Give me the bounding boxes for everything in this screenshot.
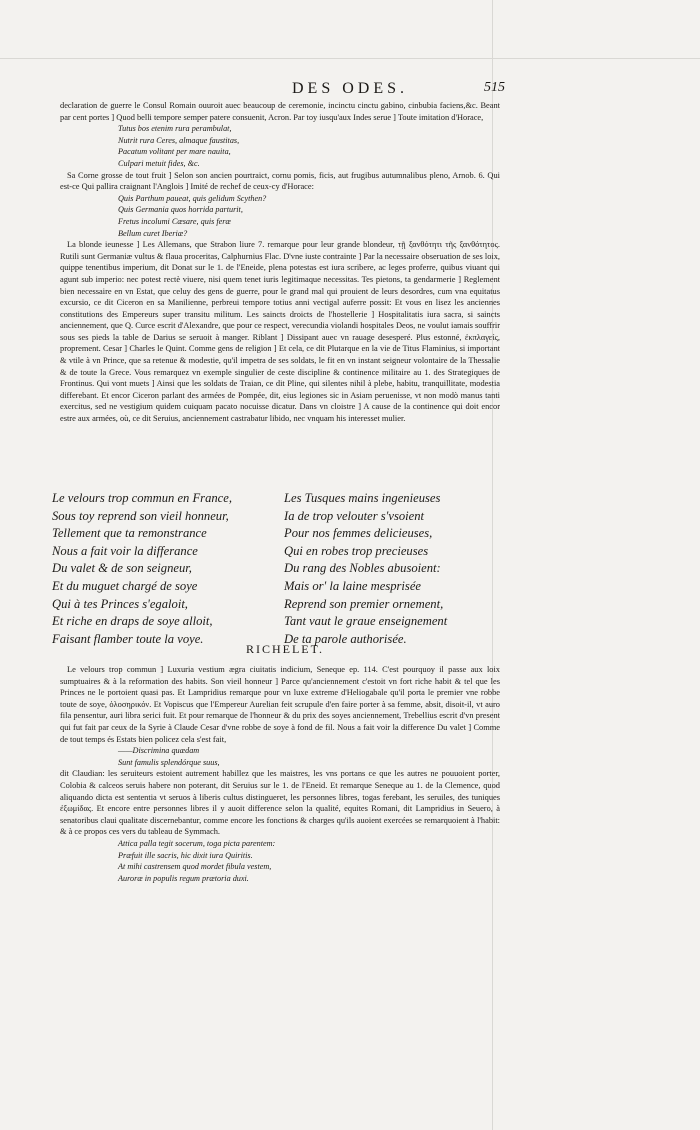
verse-line: Mais or' la laine mesprisée <box>284 578 422 593</box>
quotation-line: ——Discrimina quædam <box>118 746 200 756</box>
latin-quotation <box>118 123 500 169</box>
quotation-line: Sunt famulis splendórque suus, <box>118 757 220 767</box>
latin-quotation <box>118 193 500 239</box>
verse-line: Les Tusques mains ingenieuses <box>284 491 441 505</box>
latin-quotation <box>118 745 500 768</box>
quotation-line: Quis Parthum paueat, quis gelidum Scythen? <box>118 193 267 203</box>
quotation-line: Pacatum volitant per mare nauita, <box>118 147 231 157</box>
quotation-line: Tutus bos etenim rura perambulat, <box>118 124 232 134</box>
section-title: RICHELET. <box>245 642 325 656</box>
quotation-line: Nutrit rura Ceres, almaque faustitas, <box>118 135 240 145</box>
verse-line: Et du muguet chargé de soye <box>52 578 198 593</box>
page-header <box>0 80 700 102</box>
verse-line: Reprend son premier ornement, <box>284 596 444 611</box>
commentary-paragraph: Sa Corne grosse de tout fruit ] Selon son ancien pourtraict, cornu pomis, ficis, aut frugibus autumnalibus pleno, Arnob. 6. Qui est-ce Qui pallira craignant l'Anglois ] Imité de rechef de ceux-cy d'Horace: <box>60 170 500 192</box>
commentary-paragraph: Le velours trop commun ] Luxuria vestium ægra ciuitatis indicium, Seneque ep. 114. C'est pourquoy il passe aux loix sumptuaires & à la reformation des habits. Son vieil honneur ] Parce qu'anciennement c'estoit vn fort riche habit & tel que les Princes ne le portoient quasi pas. Et Lampridius remarque pour vn luxe extreme d'Heliogabale qu'il porta le premier vne robbe toute de soye, ὁλοσηρικόν. Et Vopiscus que l'Empereur Aurelian feit scrupule d'en faire porter à sa femme, absit, disoit-il, vt auro fila pensentur, auri libra serici fuit. Et pour remarque de l'honneur & du prix des soyes anciennement, Trebellius escrit d'vn present qui fut fait par ceux de la Syrie à Claude Cesar d'vne robbe de soye à fond de fil. Nous a fait voir la difference Du valet ] Comme de tout temps és Estats bien policez cela s'est fait, <box>60 665 500 744</box>
quotation-line: Attica palla tegit socerum, toga picta parentem: <box>118 838 276 848</box>
quotation-line: At mihi castrensem quod mordet fibula vestem, <box>118 862 272 872</box>
commentary-paragraph: declaration de guerre le Consul Romain ouuroit auec beaucoup de ceremonie, incinctu cinctu gabino, cinbubia faciens,&c. Beant par cent portes ] Quod belli tempore semper patere consuenit, Acron. Par toy iusqu'aux Indes serue ] Toute imitation d'Horace, <box>60 101 500 122</box>
verse-line: Tellement que ta remonstrance <box>52 526 207 541</box>
poem-stanza-left <box>52 490 232 648</box>
quotation-line: Fretus incolumi Cæsare, quis feræ <box>118 216 231 226</box>
verse-line: Et riche en draps de soye alloit, <box>52 614 213 629</box>
commentary-block-2 <box>60 664 500 884</box>
commentary-paragraph: dit Claudian: les seruiteurs estoient autrement habillez que les maistres, les vns portans ce que les autres ne pouuoient porter, Colobia & calceos seruis habere non poterant, dit Seruius sur le 1. de l'Eneid. Et remarque Seneque au 1. de la Clemence, quod aliquando dicta est sententia vt seruos à liberis cultus distingueret, les personnes libres, togas ferebant, les seruiles, des tuniques ἐξωμίδας. Et encore entre personnes libres il y auoit difference selon la qualité, equites Romani, dit Lampridius in Seuero, à senatoribus claui qualitate discernebantur, comme encore les fonctions & charges qu'ils auoient exercées se remarquoient à l'habit: & à ce propos ces vers du tableau de Symmach. <box>60 769 500 837</box>
verse-line: Tant vaut le graue enseignement <box>284 614 448 629</box>
verse-line: De ta parole authorisée. <box>284 631 407 646</box>
verse-line: Qui à tes Princes s'egaloit, <box>52 596 188 611</box>
poem-stanza-right <box>284 490 447 648</box>
verse-line: Nous a fait voir la differance <box>52 543 198 558</box>
verse-line: Pour nos femmes delicieuses, <box>284 526 433 541</box>
verse-line: Du valet & de son seigneur, <box>52 561 192 576</box>
verse-line: Le velours trop commun en France, <box>52 491 233 505</box>
scan-guide-line <box>0 58 700 59</box>
verse-line: Du rang des Nobles abusoient: <box>284 561 441 576</box>
verse-line: Sous toy reprend son vieil honneur, <box>52 508 229 523</box>
latin-quotation <box>118 838 500 884</box>
page-number: 515 <box>484 80 505 95</box>
commentary-paragraph: La blonde ieunesse ] Les Allemans, que Strabon liure 7. remarque pour leur grande blondeur, τῇ ξανθότητι τῆς ξανθότητος. Rutili sunt Germaniæ vultus & flaua proceritas, Calphurnius Flac. D'vne iuste contrainte ] Par la necessaire obseruation de ses loix, quippe tenentibus imperium, dit Donat sur le 1. de l'Eneide, plena potestas est iura scribere, ac leges proferre, quibus viuant qui agunt sub imperio: nec potest rectè viuere, nisi quem tenet iuris legitimaque necessitas. Tes pietons, ta gendarmerie ] Reglement bien necessaire en vn Estat, que celuy des gens de guerre, pour le grand mal qui prouient de leurs desordres, cum vna equitatus excursio, ce dit Ciceron en sa Manilienne, perbreui tempore totius anni vectigal auferre possit: Et vous en lisez les anciennes constitutions des Empereurs super transitu militum. Les saincts droicts de l'hostellerie ] Hospitalitatis iura sacra, si saincts anciennement, que Q. Curce escrit d'Alexandre, que pour ce respect, verecundia violandi hospitales Deos, ne voulut iamais souffrir sous ses pieds la table de Darius se seruoit à manger. Riblant ] Dissipant auec vn rauage desesperé. Plus estonné, ἐκπλαγείς, proprement. Cesar ] Charles le Quint. Comme gens de religion ] Et cela, ce dit Plutarque en la vie de Titus Flaminius, si important & vtile à vn Prince, que sa retenue & modestie, qu'il impetra de ses soldats, le fit en vn instant seigneur volontaire de la Thessalie & de toute la Grece. Vous remarquez vn exemple singulier de ceste discipline & continence militaire au 1. des Strategiques de Frontinus. Qui vont muets ] Ainsi que les soldats de Traian, ce dit Pline, qui silentes nihil à plebe, habitu, tranquillitate, modestia differebant. Et encor Ciceron parlant des armées de Pompée, dit, eius legiones sic in Asiam peruenisse, vt non modò manus tanti exercitus, sed ne vestigium quidem cuiquam pacato nocuisse dicatur. Dans vn cloistre ] A cause de la continence qui doit encor estre aux armées, où, ce dit Seruius, anciennement castrabatur libido, nec vnquam his interesset mulier. <box>60 240 500 424</box>
verse-line: Faisant flamber toute la voye. <box>52 631 204 646</box>
verse-line: Ia de trop velouter s'vsoient <box>284 508 425 523</box>
quotation-line: Culpari metuit fides, &c. <box>118 158 200 168</box>
quotation-line: Quis Germania quos horrida parturit, <box>118 205 243 215</box>
quotation-line: Auroræ in populis regum prætoria duxi. <box>118 873 249 883</box>
quotation-line: Præfuit ille sacris, hic dixit iura Quiritis. <box>118 850 253 860</box>
quotation-line: Bellum curet Iberiæ? <box>118 228 188 238</box>
commentary-block-1 <box>60 100 500 425</box>
running-title: DES ODES. <box>291 80 408 97</box>
verse-line: Qui en robes trop precieuses <box>284 543 429 558</box>
